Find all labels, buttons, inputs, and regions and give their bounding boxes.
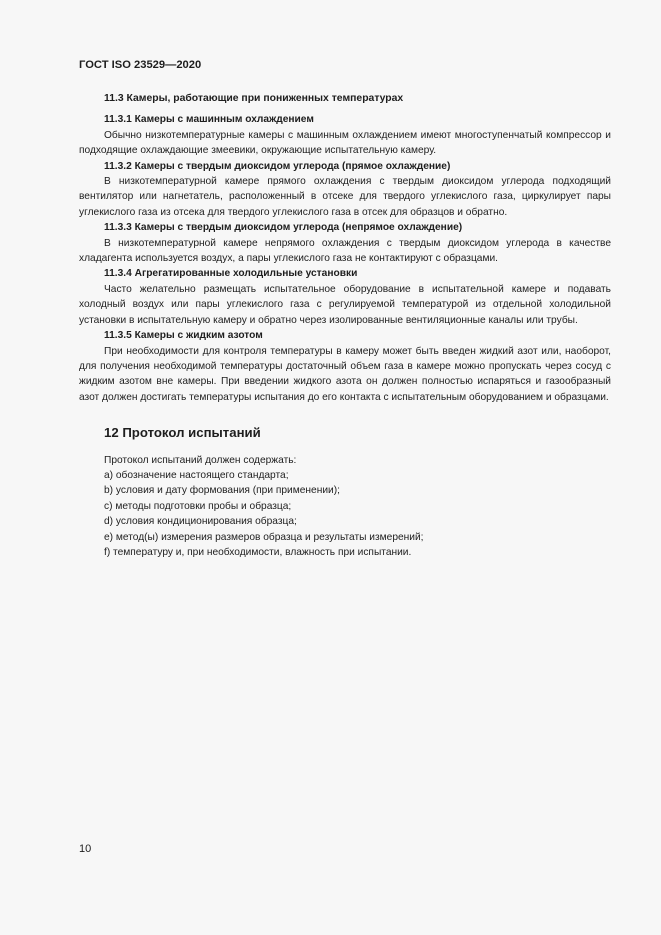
list-item: e) метод(ы) измерения размеров образца и результаты измерений; (104, 531, 424, 543)
protocol-list (79, 453, 611, 561)
section-heading-11-3: 11.3 Камеры, работающие при пониженных температурах (104, 93, 404, 104)
paragraph: Часто желательно размещать испытательное оборудование в испытательной камере и подавать холодный воздух или пары углекислого газа с регулируемой температурой из отдельной холодильной установки в испытательную камеру и обратно через изолированные вентиляционные каналы или трубы. (79, 283, 611, 326)
paragraph: При необходимости для контроля температуры в камеру может быть введен жидкий азот или, наоборот, для получения необходимой температуры достаточный объем газа в камере можно пропускать через сосуд с жидким азотом вне камеры. При введении жидкого азота он должен полностью испаряться и газообразный азот должен достигать температуры испытания до его контакта с испытательным оборудованием и образцами. (79, 345, 611, 403)
subsection-heading: 11.3.2 Камеры с твердым диоксидом углерода (прямое охлаждение) (104, 160, 451, 172)
subsection-heading: 11.3.3 Камеры с твердым диоксидом углерода (непрямое охлаждение) (104, 222, 463, 234)
list-item: a) обозначение настоящего стандарта; (104, 469, 289, 481)
paragraph: В низкотемпературной камере прямого охлаждения с твердым диоксидом углерода подходящий вентилятор или нагнетатель, расположенный в отсеке для твердого углекислого газа, циркулирует пары углекислого газа из отсека для твердого углекислого газа в отсек для образцов и обратно. (79, 176, 611, 218)
subsection-heading: 11.3.5 Камеры с жидким азотом (104, 330, 263, 342)
subsection-heading: 11.3.1 Камеры с машинным охлаждением (104, 114, 314, 126)
paragraph: Обычно низкотемпературные камеры с машинным охлаждением имеют многоступенчатый компрессор и подходящие охлаждающие змеевики, окружающие испытательную камеру. (79, 129, 611, 157)
document-header: ГОСТ ISO 23529—2020 (79, 59, 202, 71)
list-item: b) условия и дату формования (при применении); (104, 485, 340, 497)
list-intro: Протокол испытаний должен содержать: (104, 454, 297, 466)
list-item: f) температуру и, при необходимости, влажность при испытании. (104, 546, 412, 558)
paragraph: В низкотемпературной камере непрямого охлаждения с твердым диоксидом углерода в качестве хладагента используется воздух, а пары углекислого газа не контактируют с образцами. (79, 237, 611, 265)
page-number: 10 (79, 843, 92, 855)
page-content (79, 91, 611, 560)
subsection-heading: 11.3.4 Агрегатированные холодильные установки (104, 268, 358, 280)
section-heading-12: 12 Протокол испытаний (104, 425, 261, 441)
list-item: c) методы подготовки пробы и образца; (104, 500, 292, 512)
list-item: d) условия кондиционирования образца; (104, 516, 297, 528)
